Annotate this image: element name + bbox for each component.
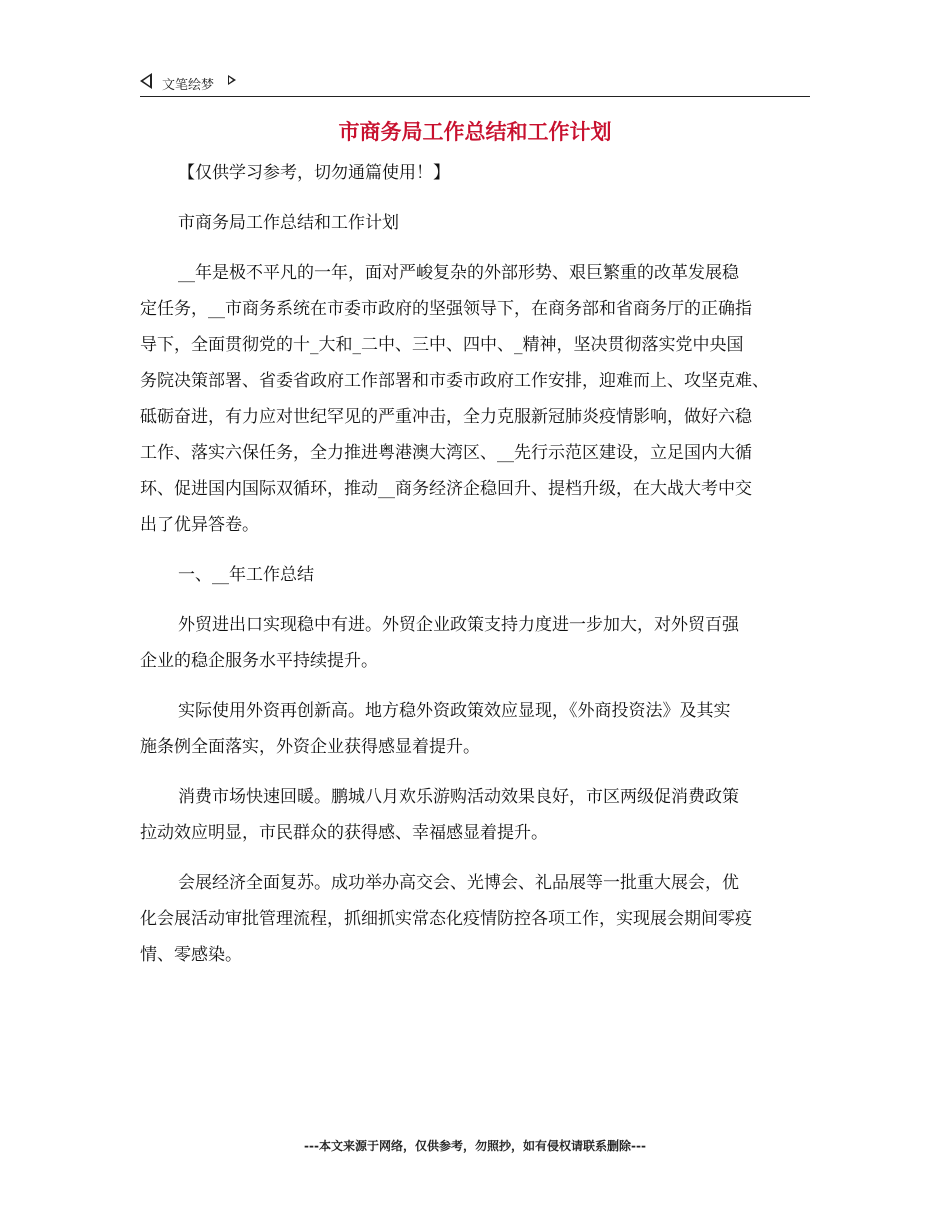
page-footer: ---本文来源于网络，仅供参考，勿照抄，如有侵权请联系删除--- [304,1139,646,1153]
paragraph [140,607,820,679]
page-header [140,70,810,97]
paragraph [140,155,820,191]
paragraph-line: 化会展活动审批管理流程，抓细抓实常态化疫情防控各项工作，实现展会期间零疫 [140,909,752,929]
triangle-right-icon [228,75,236,85]
paragraph [140,255,820,543]
paragraph-line: 定任务，__市商务系统在市委市政府的坚强领导下，在商务部和省商务厅的正确指 [140,299,752,319]
paragraph-line: 市商务局工作总结和工作计划 [178,213,399,233]
paragraph-line: 工作、落实六保任务，全力推进粤港澳大湾区、__先行示范区建设，立足国内大循 [140,443,752,463]
paragraph-line: 一、__年工作总结 [178,565,314,585]
paragraph-line: 砥砺奋进，有力应对世纪罕见的严重冲击，全力克服新冠肺炎疫情影响，做好六稳 [140,407,752,427]
paragraph-line: 出了优异答卷。 [140,515,259,535]
paragraph [140,205,820,241]
header-brand: 文笔绘梦 [162,78,215,93]
paragraph-line: 务院决策部署、省委省政府工作部署和市委市政府工作安排，迎难而上、攻坚克难、 [140,371,769,391]
paragraph-line: __年是极不平凡的一年，面对严峻复杂的外部形势、艰巨繁重的改革发展稳 [178,263,739,283]
paragraph [140,779,820,851]
paragraph-line: 导下，全面贯彻党的十_大和_二中、三中、四中、_精神，坚决贯彻落实党中央国 [140,335,744,355]
paragraph-line: 拉动效应明显，市民群众的获得感、幸福感显着提升。 [140,823,548,843]
paragraph-line: 消费市场快速回暖。鹏城八月欢乐游购活动效果良好，市区两级促消费政策 [178,787,739,807]
triangle-left-icon [140,73,152,89]
paragraph-line: 施条例全面落实，外资企业获得感显着提升。 [140,737,480,757]
paragraph-line: 企业的稳企服务水平持续提升。 [140,651,378,671]
document-body [140,155,820,987]
paragraph [140,865,820,973]
paragraph-line: 环、促进国内国际双循环，推动__商务经济企稳回升、提档升级，在大战大考中交 [140,479,752,499]
paragraph-line: 外贸进出口实现稳中有进。外贸企业政策支持力度进一步加大，对外贸百强 [178,615,739,635]
paragraph [140,693,820,765]
paragraph-line: 会展经济全面复苏。成功举办高交会、光博会、礼品展等一批重大展会，优 [178,873,739,893]
paragraph [140,557,820,593]
paragraph-line: 【仅供学习参考，切勿通篇使用！】 [178,163,450,183]
document-title: 市商务局工作总结和工作计划 [338,120,612,144]
paragraph-line: 实际使用外资再创新高。地方稳外资政策效应显现，《外商投资法》及其实 [178,701,731,721]
paragraph-line: 情、零感染。 [140,945,242,965]
